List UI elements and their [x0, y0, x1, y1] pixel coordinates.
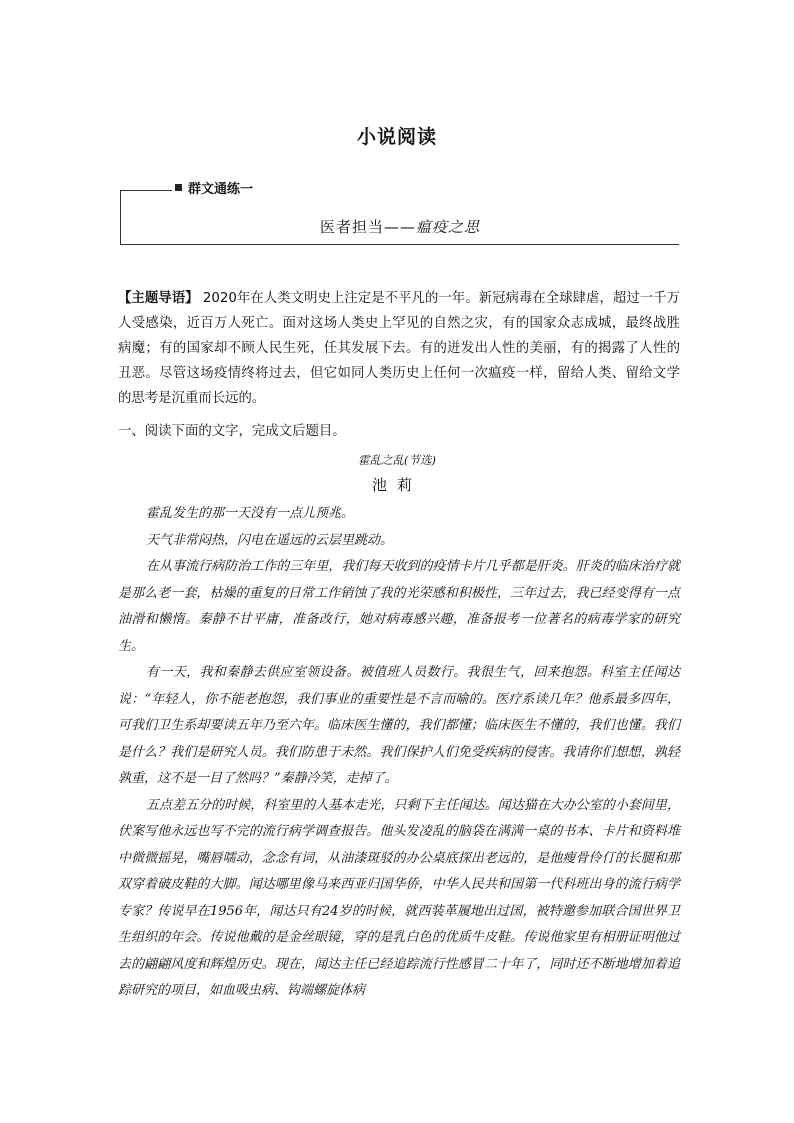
story-author: 池莉	[371, 476, 422, 494]
page-title: 小说阅读	[356, 126, 437, 148]
story-paragraph: 有一天，我和秦静去供应室领设备。被值班人员数行。我很生气，回来抱怨。科室主任闻达说：“年轻人，你不能老抱怨，我们事业的重要性是不言而喻的。医疗系读几年？他系最多四年，可我们卫生系却要读五年乃至六年。临床医生懂的，我们都懂；临床医生不懂的，我们也懂。我们是什么？我们是研究人员。我们防患于未然。我们保护人们免受疾病的侵害。我请你们想想，孰轻孰重，这不是一目了然吗？”秦静冷笑，走掉了。	[118, 665, 680, 786]
section-subtitle	[121, 216, 679, 237]
story-paragraph: 天气非常闷热，闪电在遥远的云层里跳动。	[146, 532, 394, 548]
intro-text: 2020年在人类文明史上注定是不平凡的一年。新冠病毒在全球肆虐，超过一千万人受感染，近百万人死亡。面对这场人类史上罕见的自然之灾，有的国家众志成城，最终战胜病魔；有的国家却不顾人民生死，任其发展下去。有的迸发出人性的美丽，有的揭露了人性的丑恶。尽管这场疫情终将过去，但它如同人类历史上任何一次瘟疫一样，留给人类、留给文学的思考是沉重而长远的。	[118, 291, 680, 406]
intro-tag: 【主题导语】	[118, 291, 199, 306]
section-header-frame	[120, 182, 679, 245]
subtitle-part2: 瘟疫之思	[416, 218, 481, 236]
section-rule	[120, 190, 172, 191]
story-title: 霍乱之乱(节选)	[358, 453, 436, 467]
story-paragraph: 霍乱发生的那一天没有一点儿预兆。	[146, 506, 355, 521]
story-paragraph: 在从事流行病防治工作的三年里，我们每天收到的疫情卡片几乎都是肝炎。肝炎的临床治疗就是那么老一套，枯燥的重复的日常工作销蚀了我的光荣感和积极性，三年过去，我已经变得有一点油滑和懒惰。秦静不甘平庸，准备改行，她对病毒感兴趣，准备报考一位著名的病毒学家的研究生。	[118, 559, 680, 654]
story-body	[118, 501, 680, 1005]
section-label	[175, 181, 259, 199]
theme-intro	[118, 286, 680, 411]
question-instruction: 一、阅读下面的文字，完成文后题目。	[118, 424, 346, 439]
section-label-text: 群文通练一	[188, 182, 254, 197]
square-bullet-icon	[175, 184, 182, 191]
story-paragraph: 五点差五分的时候，科室里的人基本走光，只剩下主任闻达。闻达猫在大办公室的小套间里，伏案写他永远也写不完的流行病学调查报告。他头发凌乱的脑袋在满满一桌的书本、卡片和资料堆中微微摇晃，嘴唇嚅动，念念有词，从油漆斑驳的办公桌底探出老远的，是他瘦骨伶仃的长腿和那双穿着破皮鞋的大脚。闻达哪里像马来西亚归国华侨，中华人民共和国第一代科班出身的流行病学专家？传说早在1956年，闻达只有24岁的时候，就西装革履地出过国，被特邀参加联合国世界卫生组织的年会。传说他戴的是金丝眼镜，穿的是乳白色的优质牛皮鞋。传说他家里有相册证明他过去的翩翩风度和辉煌历史。现在，闻达主任已经追踪流行性感冒二十年了，同时还不断地增加着追踪研究的项目，如血吸虫病、钩端螺旋体病	[118, 797, 680, 998]
subtitle-part1: 医者担当——	[319, 218, 416, 236]
